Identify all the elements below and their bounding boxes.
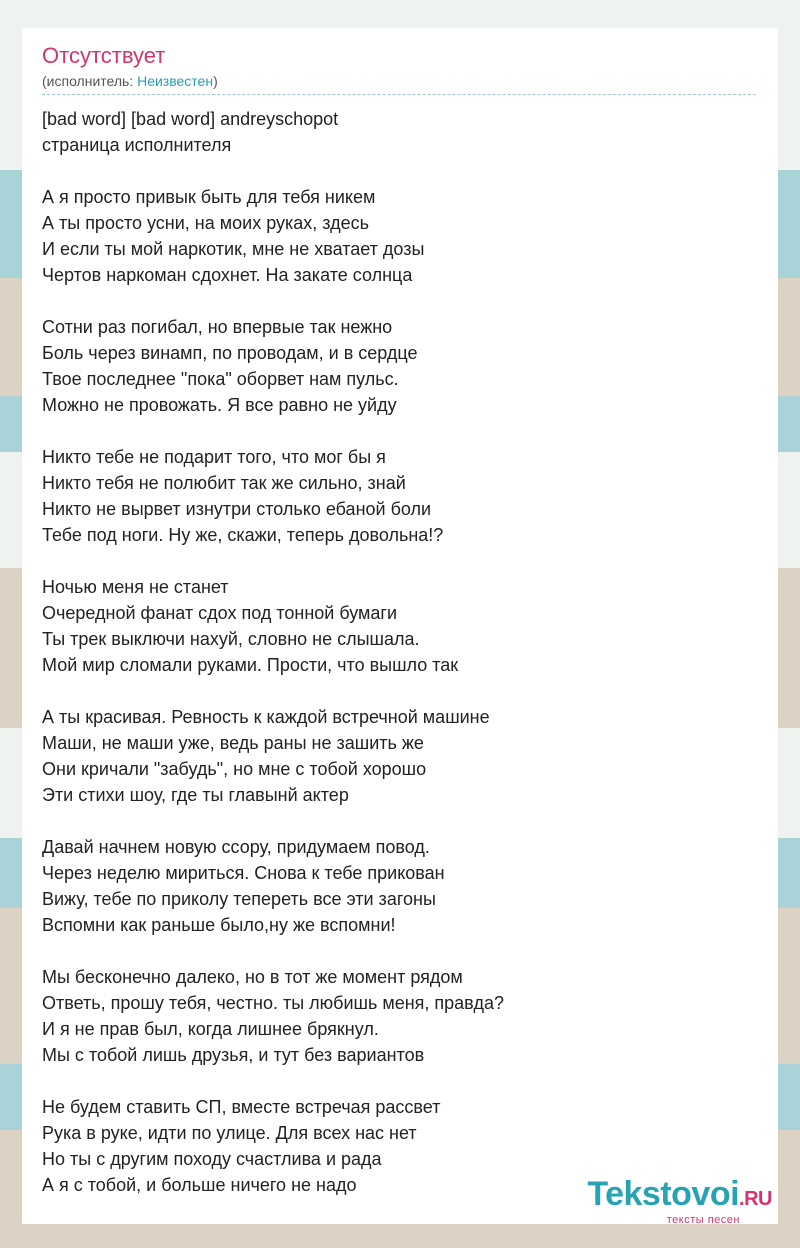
lyric-line: Сотни раз погибал, но впервые так нежно (42, 317, 393, 337)
stanza-gap (42, 158, 756, 184)
artist-prefix: (исполнитель: (42, 73, 138, 89)
site-logo[interactable] (587, 1177, 772, 1226)
lyric-line: И если ты мой наркотик, мне не хватает дозы (42, 239, 425, 259)
logo-name: Tekstovoi (587, 1175, 740, 1213)
lyric-line: Но ты с другим походу счастлива и рада (42, 1149, 382, 1169)
lyric-line: Мы с тобой лишь друзья, и тут без вариантов (42, 1045, 425, 1065)
lyric-line: страница исполнителя (42, 135, 232, 155)
stanza-gap (42, 418, 756, 444)
lyric-line: Не будем ставить СП, вместе встречая рассвет (42, 1097, 441, 1117)
lyric-line: Давай начнем новую ссору, придумаем повод. (42, 837, 430, 857)
lyric-line: Ответь, прошу тебя, честно. ты любишь меня, правда? (42, 993, 505, 1013)
stanza-gap (42, 288, 756, 314)
logo-tagline: тексты песен (666, 1214, 740, 1226)
logo-dot: . (739, 1188, 745, 1210)
lyric-line: Можно не провожать. Я все равно не уйду (42, 395, 397, 415)
lyric-line: Очередной фанат сдох под тонной бумаги (42, 603, 398, 623)
title-divider (42, 94, 756, 95)
lyric-line: А я с тобой, и больше ничего не надо (42, 1175, 357, 1195)
lyric-line: А ты красивая. Ревность к каждой встречной машине (42, 707, 490, 727)
lyric-line: Никто тебя не полюбит так же сильно, знай (42, 473, 406, 493)
lyric-line: Твое последнее "пока" оборвет нам пульс. (42, 369, 399, 389)
lyric-line: Чертов наркоман сдохнет. На закате солнца (42, 265, 413, 285)
lyric-line: Эти стихи шоу, где ты главынй актер (42, 785, 349, 805)
lyrics-card (22, 28, 778, 1224)
lyric-line: И я не прав был, когда лишнее брякнул. (42, 1019, 379, 1039)
song-title: Отсутствует (42, 43, 166, 68)
lyric-line: Ты трек выключи нахуй, словно не слышала. (42, 629, 420, 649)
lyric-line: Никто тебе не подарит того, что мог бы я (42, 447, 386, 467)
lyric-line: Они кричали "забудь", но мне с тобой хорошо (42, 759, 427, 779)
stanza-gap (42, 938, 756, 964)
stanza-gap (42, 548, 756, 574)
stanza-gap (42, 678, 756, 704)
lyric-line: Через неделю мириться. Снова к тебе прикован (42, 863, 445, 883)
lyric-line: А я просто привык быть для тебя никем (42, 187, 376, 207)
lyric-line: Вижу, тебе по приколу тепереть все эти загоны (42, 889, 436, 909)
artist-link[interactable]: Неизвестен (137, 73, 214, 89)
lyric-line: Мы бесконечно далеко, но в тот же момент рядом (42, 967, 463, 987)
lyric-line: [bad word] [bad word] andreyschopot (42, 109, 339, 129)
stanza-gap (42, 1068, 756, 1094)
lyric-line: Тебе под ноги. Ну же, скажи, теперь довольна!? (42, 525, 444, 545)
lyric-line: Никто не вырвет изнутри столько ебаной боли (42, 499, 432, 519)
logo-tld: RU (744, 1188, 772, 1210)
lyric-line: Рука в руке, идти по улице. Для всех нас нет (42, 1123, 417, 1143)
lyric-line: Мой мир сломали руками. Прости, что вышло так (42, 655, 459, 675)
lyric-line: Ночью меня не станет (42, 577, 229, 597)
artist-line (42, 72, 218, 90)
lyric-line: Вспомни как раньше было,ну же вспомни! (42, 915, 396, 935)
lyric-line: Маши, не маши уже, ведь раны не зашить же (42, 733, 424, 753)
artist-suffix: ) (213, 73, 218, 89)
lyric-line: А ты просто усни, на моих руках, здесь (42, 213, 370, 233)
lyric-line: Боль через винамп, по проводам, и в сердце (42, 343, 418, 363)
logo-wordmark (587, 1177, 772, 1216)
lyrics-body (42, 106, 756, 1198)
stanza-gap (42, 808, 756, 834)
